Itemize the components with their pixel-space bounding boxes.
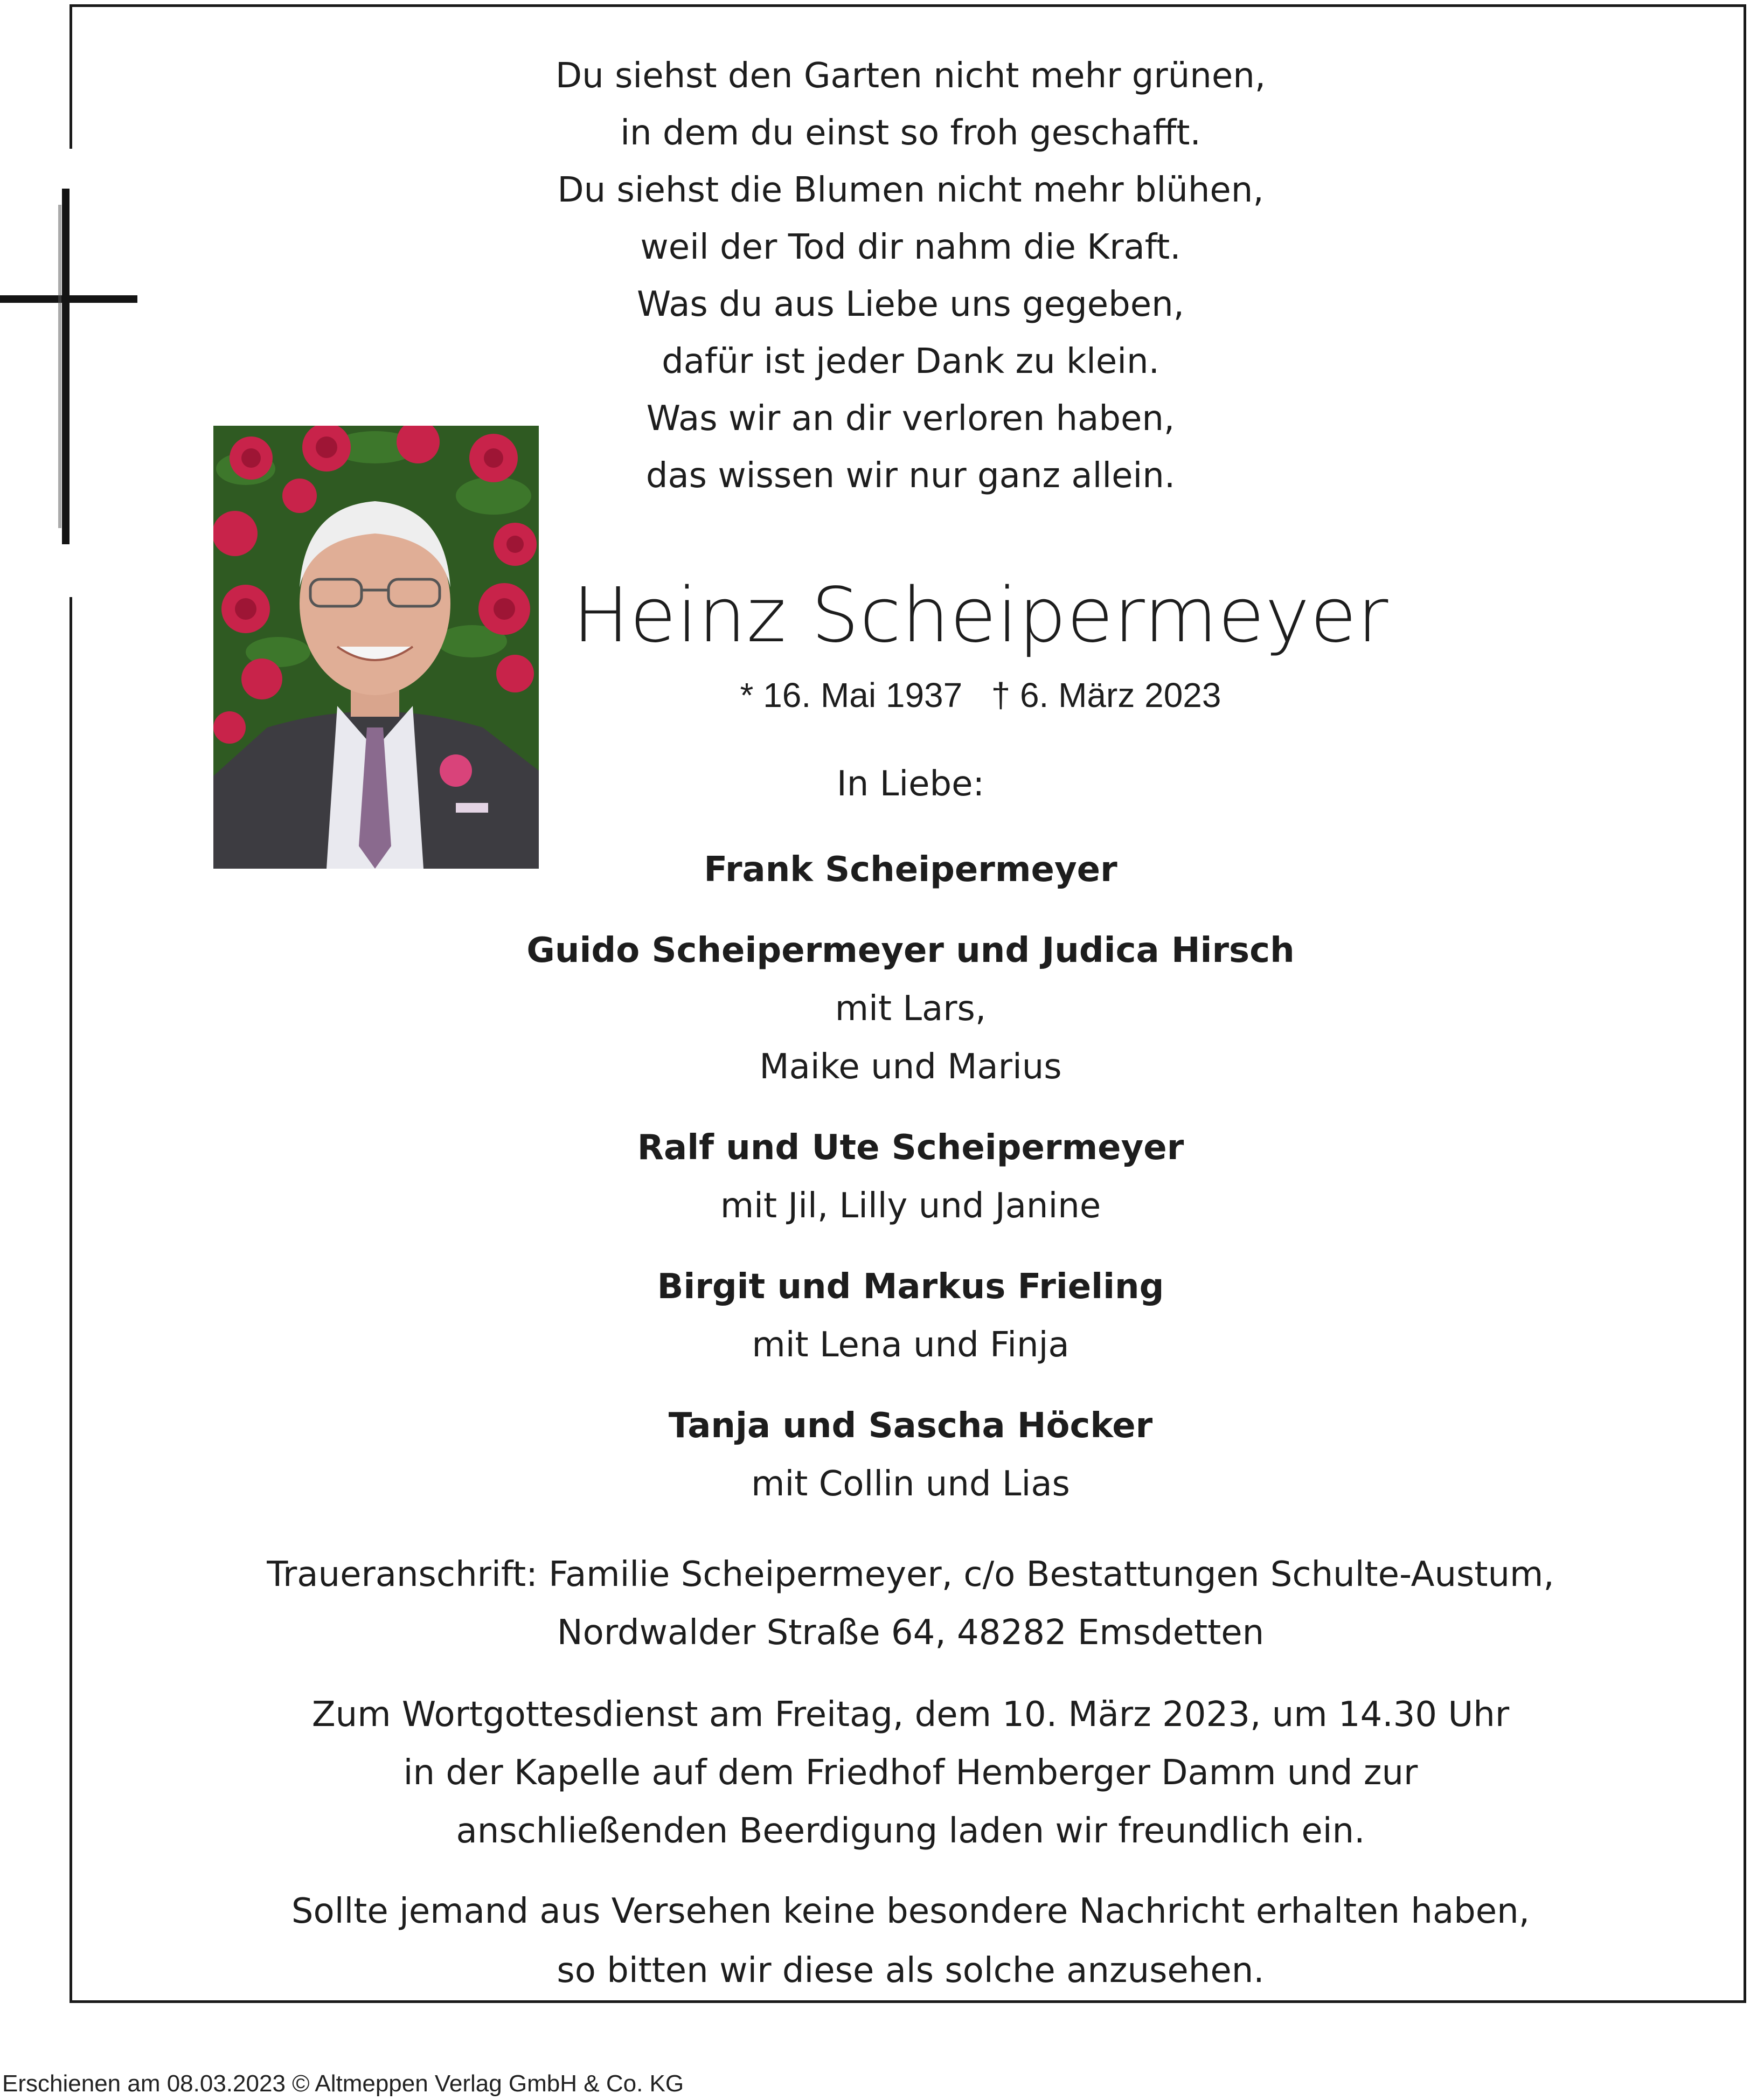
closing-notice [129, 1882, 1692, 2000]
notice-line: Sollte jemand aus Versehen keine besondere Nachricht erhalten haben, [291, 1891, 1530, 1931]
service-line: in der Kapelle auf dem Friedhof Hemberger Damm und zur [403, 1753, 1418, 1793]
family-list [377, 841, 1444, 1536]
poem-line: Du siehst den Garten nicht mehr grünen, [555, 56, 1266, 96]
service-info [129, 1686, 1692, 1860]
address-line: Traueranschrift: Familie Scheipermeyer, c/o Bestattungen Schulte-Austum, [267, 1555, 1554, 1595]
family-name: Ralf und Ute Scheipermeyer [637, 1128, 1184, 1168]
family-group [377, 841, 1444, 899]
family-children: mit Lena und Finja [752, 1325, 1070, 1365]
poem [474, 47, 1347, 504]
family-group [377, 1258, 1444, 1374]
family-name: Tanja und Sascha Höcker [668, 1406, 1153, 1446]
family-name: Birgit und Markus Frieling [657, 1267, 1164, 1307]
frame-left-edge-bottom [70, 597, 72, 2003]
address-line: Nordwalder Straße 64, 48282 Emsdetten [557, 1613, 1265, 1653]
publication-footer: Erschienen am 08.03.2023 © Altmeppen Verlag GmbH & Co. KG [2, 2070, 684, 2097]
frame-left-edge-top [70, 4, 72, 149]
deceased-name: Heinz Scheipermeyer [572, 572, 1389, 660]
service-line: anschließenden Beerdigung laden wir freundlich ein. [456, 1811, 1365, 1851]
poem-line: Du siehst die Blumen nicht mehr blühen, [557, 170, 1264, 210]
family-group [377, 921, 1444, 1096]
service-line: Zum Wortgottesdienst am Freitag, dem 10. März 2023, um 14.30 Uhr [311, 1695, 1510, 1735]
poem-line: das wissen wir nur ganz allein. [645, 456, 1176, 496]
family-children: mit Jil, Lilly und Janine [720, 1186, 1101, 1226]
family-children: Maike und Marius [759, 1047, 1062, 1087]
poem-line: dafür ist jeder Dank zu klein. [662, 342, 1159, 382]
mourning-address [129, 1545, 1692, 1662]
life-dates: * 16. Mai 1937 † 6. März 2023 [740, 676, 1221, 715]
poem-line: Was du aus Liebe uns gegeben, [637, 285, 1184, 324]
family-name: Guido Scheipermeyer und Judica Hirsch [526, 931, 1295, 971]
cross-icon [0, 189, 140, 544]
family-children: mit Lars, [835, 989, 987, 1029]
notice-line: so bitten wir diese als solche anzusehen. [557, 1951, 1265, 1991]
family-group [377, 1397, 1444, 1513]
poem-line: Was wir an dir verloren haben, [646, 399, 1175, 439]
family-children: mit Collin und Lias [751, 1464, 1070, 1504]
poem-line: in dem du einst so froh geschafft. [620, 113, 1201, 153]
poem-line: weil der Tod dir nahm die Kraft. [640, 227, 1181, 267]
family-name: Frank Scheipermeyer [704, 850, 1117, 890]
in-love-label: In Liebe: [836, 764, 985, 804]
family-group [377, 1119, 1444, 1235]
